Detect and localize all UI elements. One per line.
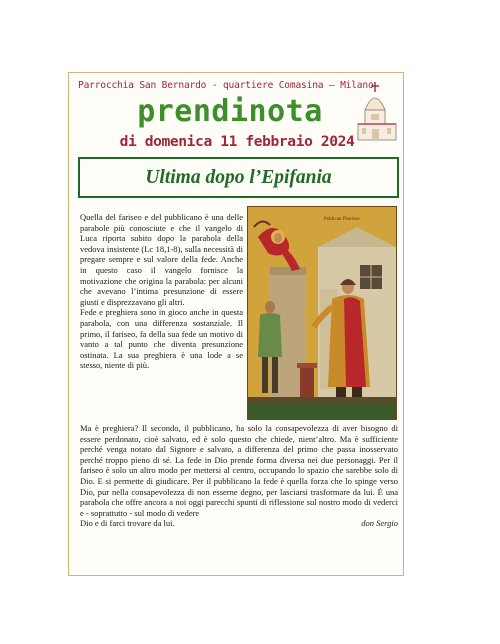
author-signature: don Sergio <box>361 518 398 529</box>
publican-pharisee-icon <box>248 207 397 420</box>
masthead-title: prendinota <box>137 94 323 129</box>
icon-painting <box>247 206 397 420</box>
issue-date: di domenica 11 febbraio 2024 <box>119 133 355 150</box>
paragraph-1: Quella del fariseo e del pubblicano è una delle parabole più conosciute e che il vangelo di Luca riporta subito dopo la parabola della vedova insistente (Lc 18,1-8), sulla necessità di pregare sempre e sul valore della fede. Anche in questo caso il vangelo fornisce la motivazione che origina la parabola: per alcuni che avevano l’intima presunzione di essere giusti e disprezzavano gli altri. <box>80 212 243 307</box>
paragraph-2: Fede e preghiera sono in gioco anche in questa parabola, con una differenza sostanziale. Il primo, il fariseo, fa della sua fede un motivo di vanto a tal punto che diventa presunzione ostinata. La sua preghiera è una lode a se stesso, niente di più. <box>80 307 243 371</box>
liturgy-title-box <box>78 157 399 198</box>
paragraph-3: Ma è preghiera? Il secondo, il pubblicano, ha solo la consapevolezza di aver bisogno di essere perdonato, cioè salvato, ed è solo questo che chiede, nient’altro. Ma è sufficiente perché venga notato dal Signore e salvato, a differenza del primo che passa inosservato perché troppo pieno di sé. La fede in Dio prende forma diversa nei due personaggi. Per il fariseo è solo un altro modo per mettersi al centro, occupando lo spazio che sarebbe solo di Dio. E si permette di giudicare. Per il pubblicano la fede è quella forza che lo spinge verso Dio, pur nella consapevolezza di non esserne degno, per lasciarsi trasformare da lui. È una parabola che offre ancora a noi oggi parecchi spunti di riflessione sul nostro modo di vederci e - soprattutto - sul modo di vedere <box>80 423 398 518</box>
article-column <box>80 212 243 371</box>
icon-caption: Publican Pharisee <box>324 217 360 222</box>
parish-name: Parrocchia San Bernardo - quartiere Comasina – Milano <box>78 80 374 91</box>
article-continued <box>80 423 398 529</box>
liturgy-title: Ultima dopo l’Epifania <box>145 166 332 188</box>
last-line: Dio e di farci trovare da lui. <box>80 518 175 529</box>
closing-line <box>80 518 398 529</box>
